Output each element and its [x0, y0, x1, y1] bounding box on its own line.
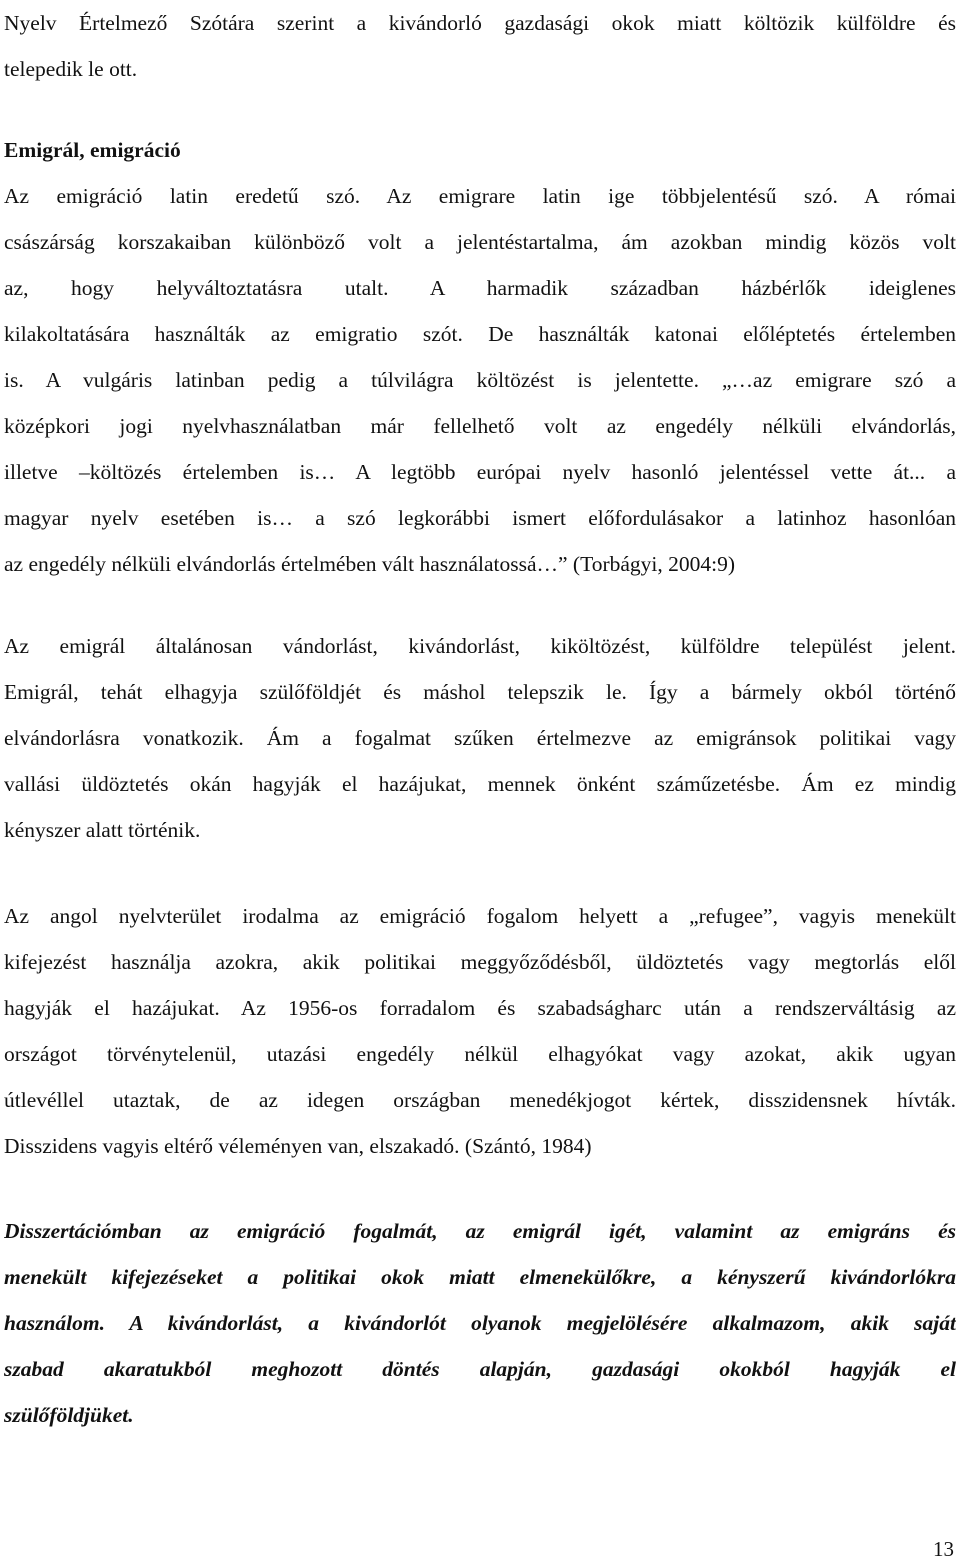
- text-line: Az emigrál általánosan vándorlást, kivándorlást, kiköltözést, külföldre települést jelent.: [4, 634, 956, 658]
- text-line: elvándorlásra vonatkozik. Ám a fogalmat szűken értelmezve az emigránsok politikai vagy: [4, 726, 956, 750]
- text-line: kifejezést használja azokra, akik politikai meggyőződésből, üldöztetés vagy megtorlás elől: [4, 950, 956, 974]
- text-line: országot törvénytelenül, utazási engedély nélkül elhagyókat vagy azokat, akik ugyan: [4, 1042, 956, 1066]
- text-line: kilakoltatására használták az emigratio szót. De használták katonai előléptetés értelemben: [4, 322, 956, 346]
- section-heading: [4, 127, 956, 173]
- text-line: az, hogy helyváltoztatásra utalt. A harmadik században házbérlők ideiglenes: [4, 276, 956, 300]
- text-line: az engedély nélküli elvándorlás értelmében vált használatossá…” (Torbágyi, 2004:9): [4, 552, 736, 576]
- text-line: Disszertációmban az emigráció fogalmát, az emigrál igét, valamint az emigráns és: [4, 1219, 956, 1243]
- text-line: magyar nyelv esetében is… a szó legkorábbi ismert előfordulásakor a latinhoz hasonlóan: [4, 506, 956, 530]
- text-line: Nyelv Értelmező Szótára szerint a kivándorló gazdasági okok miatt költözik külföldre és: [4, 11, 956, 35]
- text-line: Emigrál, tehát elhagyja szülőföldjét és máshol telepszik le. Így a bármely okból történő: [4, 680, 956, 704]
- text-line: útlevéllel utaztak, de az idegen országban menedékjogot kértek, disszidensnek hívták.: [4, 1088, 956, 1112]
- text-line: is. A vulgáris latinban pedig a túlvilágra költözést is jelentette. „…az emigrare szó a: [4, 368, 956, 392]
- text-line: császárság korszakaiban különböző volt a jelentéstartalma, ám azokban mindig közös volt: [4, 230, 956, 254]
- text-line: menekült kifejezéseket a politikai okok miatt elmenekülőkre, a kényszerű kivándorlókra: [4, 1265, 956, 1289]
- paragraph-refugee: [4, 893, 956, 1169]
- text-line: hagyják el hazájukat. Az 1956-os forradalom és szabadságharc után a rendszerváltásig az: [4, 996, 956, 1020]
- text-line: szülőföldjüket.: [4, 1403, 134, 1427]
- text-line: kényszer alatt történik.: [4, 818, 201, 842]
- paragraph-definition: [4, 623, 956, 853]
- paragraph-etymology: [4, 173, 956, 587]
- text-line: használom. A kivándorlást, a kivándorlót olyanok megjelölésére alkalmazom, akik saját: [4, 1311, 956, 1335]
- text-line: telepedik le ott.: [4, 57, 138, 81]
- page-number: 13: [933, 1537, 954, 1561]
- text-line: Disszidens vagyis eltérő véleményen van, elszakadó. (Szántó, 1984): [4, 1134, 592, 1158]
- text-line: Az emigráció latin eredetű szó. Az emigrare latin ige többjelentésű szó. A római: [4, 184, 956, 208]
- intro-paragraph: [4, 0, 956, 92]
- paragraph-dissertation-usage: [4, 1208, 956, 1438]
- text-line: szabad akaratukból meghozott döntés alapján, gazdasági okokból hagyják el: [4, 1357, 956, 1381]
- text-line: középkori jogi nyelvhasználatban már fellelhető volt az engedély nélküli elvándorlás,: [4, 414, 956, 438]
- text-line: vallási üldöztetés okán hagyják el hazájukat, mennek önként száműzetésbe. Ám ez mindig: [4, 772, 956, 796]
- text-line: Az angol nyelvterület irodalma az emigráció fogalom helyett a „refugee”, vagyis menekült: [4, 904, 956, 928]
- heading-text: Emigrál, emigráció: [4, 138, 181, 162]
- text-line: illetve –költözés értelemben is… A legtöbb európai nyelv hasonló jelentéssel vette át... a: [4, 460, 956, 484]
